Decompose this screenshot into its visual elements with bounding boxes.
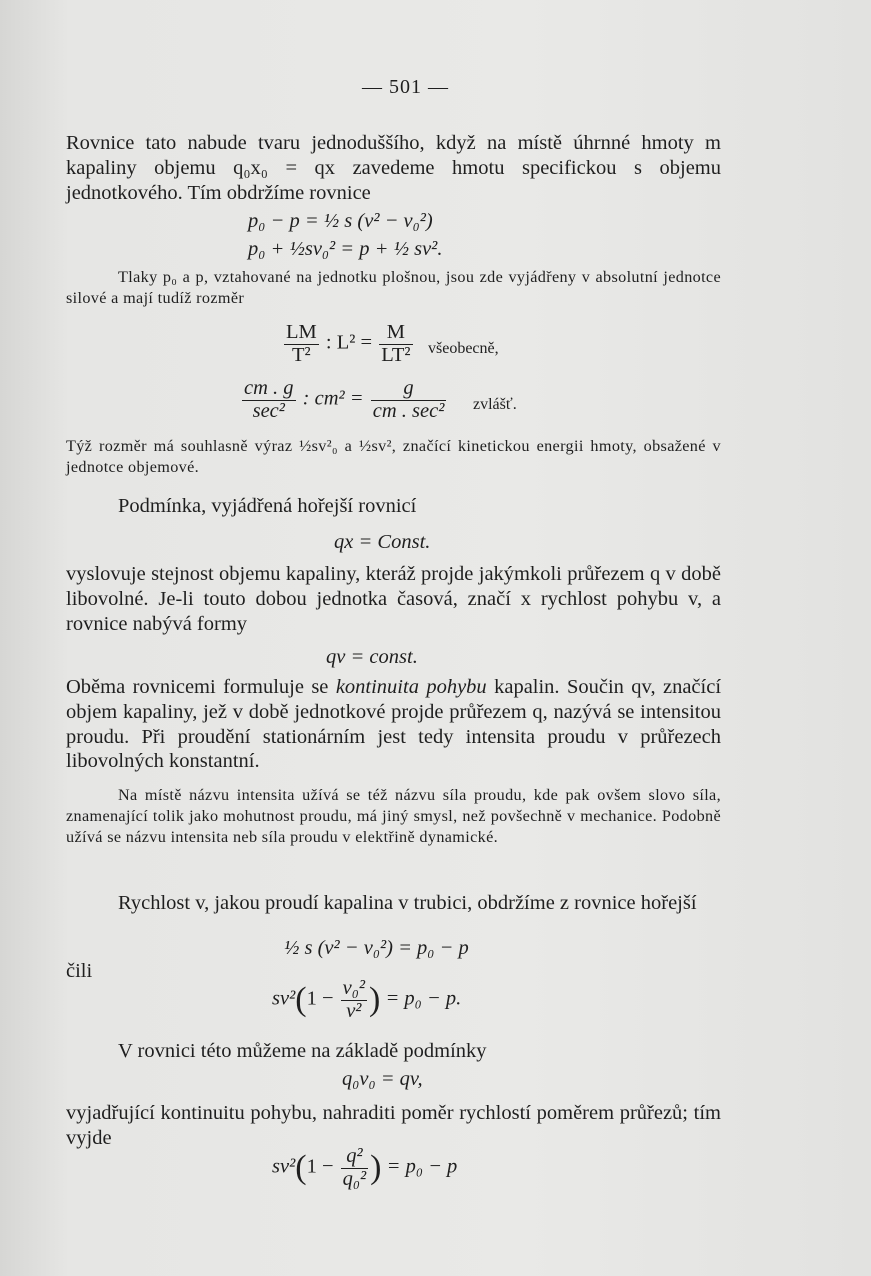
equation-const-2: qv = const.	[326, 646, 418, 668]
paragraph-5: Rychlost v, jakou proudí kapalina v trubici, obdržíme z rovnice hořejší	[118, 892, 697, 914]
page-number: — 501 —	[362, 76, 449, 98]
equation-3: ½ s (v² − v₀²) = p₀ − p	[284, 937, 469, 959]
dimension-label-general: všeobecně,	[428, 340, 499, 357]
paragraph-4-rest: kapalin. Součin qv, značící objem kapaliny, jež v době jednotkové projde průřezem q, nazývá se intensitou proudu. Při proudění stationárním jest tedy intensita proudu v průřezech libovolných konstantní.	[66, 676, 722, 773]
paragraph-4-emphasis: kontinuita pohybu	[335, 676, 487, 698]
dimension-formula-general: $\frac{LM}{\text{T²}}$ : L² = $\frac{M}{\text{LT²}}$	[286, 321, 411, 366]
equation-4-right: = p₀ − p.	[385, 987, 462, 1010]
small-paragraph-1: Tlaky p₀ a p, vztahované na jednotku plošnou, jsou zde vyjádřeny v absolutní jednotce silové a mají tudíž rozměr	[66, 268, 721, 307]
small-paragraph-2: Týž rozměr má souhlasně výraz ½sv²₀ a ½sv², značící kinetickou energii hmoty, obsažené v jednotce objemové.	[66, 437, 721, 476]
paragraph-7: vyjadřující kontinuitu pohybu, nahraditi poměr rychlostí poměrem průřezů; tím vyjde	[66, 1102, 721, 1149]
paragraph-1: Rovnice tato nabude tvaru jednoduššího, když na místě úhrnné hmoty m kapaliny objemu q₀x₀ = qx zavedeme hmotu specifickou s objemu jednotkového. Tím obdržíme rovnice	[66, 132, 721, 204]
equation-4: sv²(1 − $\frac{\text{v₀²}}{\text{v²}}$ ) = p₀ − p.	[272, 977, 462, 1022]
equation-5: q₀v₀ = qv,	[342, 1068, 423, 1090]
paragraph-6: V rovnici této můžeme na základě podmínky	[118, 1040, 487, 1062]
dimension-formula-specific: $\frac{cm . g}{\text{sec²}}$ : cm² = $\frac{g}{\text{cm . sec²}}$	[244, 377, 445, 422]
equation-6-right: = p₀ − p	[386, 1155, 458, 1178]
paragraph-4-start: Oběma rovnicemi formuluje se	[66, 676, 329, 698]
word-cili: čili	[66, 960, 93, 982]
dimension-label-specific: zvlášť.	[473, 396, 517, 413]
equation-2: p₀ + ½sv₀² = p + ½ sv².	[248, 238, 443, 260]
equation-6: sv²(1 − $\frac{\text{q²}}{\text{q₀²}}$ ) = p₀ − p	[272, 1145, 458, 1190]
equation-1: p₀ − p = ½ s (v² − v₀²)	[248, 210, 433, 232]
paragraph-4	[66, 675, 721, 774]
paragraph-2: Podmínka, vyjádřená hořejší rovnicí	[118, 495, 417, 517]
small-paragraph-3: Na místě názvu intensita užívá se též názvu síla proudu, kde pak ovšem slovo síla, znamenající tolik jako mohutnost proudu, má jiný smysl, než povšechně v mechanice. Podobně užívá se názvu intensita neb síla proudu v elektřině dynamické.	[66, 786, 721, 846]
paragraph-3: vyslovuje stejnost objemu kapaliny, kteráž projde jakýmkoli průřezem q v době libovolné. Je-li touto dobou jednotka časová, značí x rychlost pohybu v, a rovnice nabývá formy	[66, 563, 721, 635]
equation-const-1: qx = Const.	[334, 531, 431, 553]
